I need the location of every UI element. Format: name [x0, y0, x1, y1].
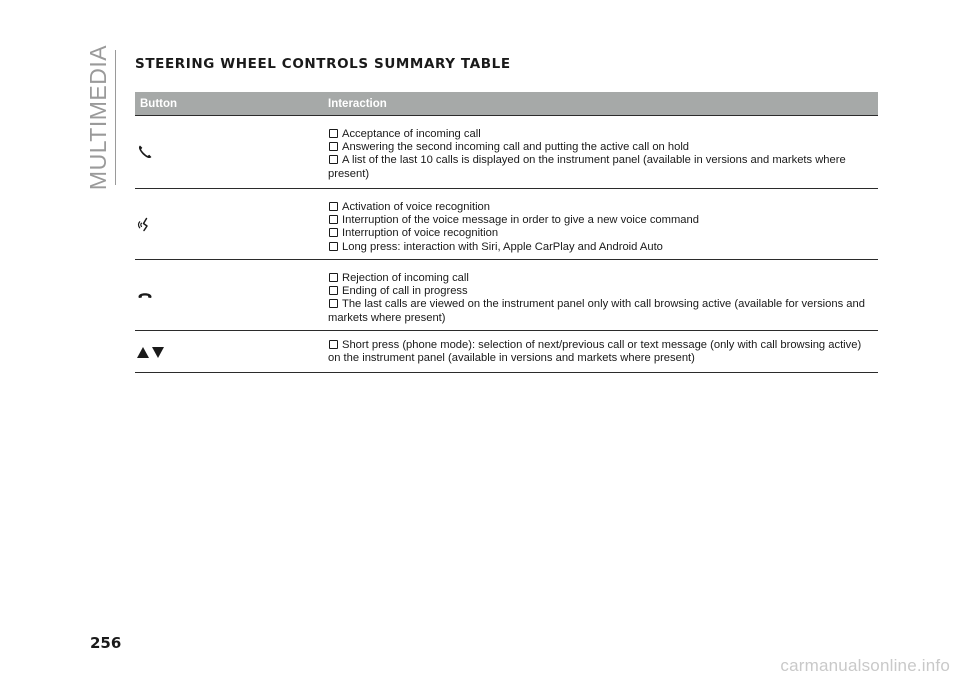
bullet-icon — [329, 202, 338, 211]
bullet-icon — [329, 286, 338, 295]
button-cell — [135, 260, 328, 330]
page-number: 256 — [90, 634, 122, 652]
header-button: Button — [140, 97, 178, 110]
list-item: Short press (phone mode): selection of next/previous call or text message (only with call browsing active) on the instrument panel (available in versions and markets where present) — [328, 339, 862, 365]
list-item: A list of the last 10 calls is displayed on the instrument panel (available in versions and markets where present) — [328, 154, 846, 180]
button-cell — [135, 331, 328, 372]
bullet-icon — [329, 242, 338, 251]
side-tab-label: MULTIMEDIA — [85, 44, 112, 191]
list-item: The last calls are viewed on the instrument panel only with call browsing active (available for versions and markets where present) — [328, 298, 865, 324]
list-item: Activation of voice recognition — [328, 201, 872, 214]
table-row — [135, 116, 878, 189]
button-cell — [135, 116, 328, 188]
bullet-icon — [329, 340, 338, 349]
up-down-arrows-icon — [137, 345, 167, 359]
table-header — [135, 92, 878, 116]
phone-hangup-icon — [137, 289, 153, 301]
interaction-cell — [328, 260, 878, 330]
list-item: Interruption of voice recognition — [328, 227, 872, 240]
bullet-icon — [329, 228, 338, 237]
list-item: Answering the second incoming call and putting the active call on hold — [328, 141, 872, 154]
bullet-icon — [329, 273, 338, 282]
table-row — [135, 189, 878, 260]
button-cell — [135, 189, 328, 259]
section-title: STEERING WHEEL CONTROLS SUMMARY TABLE — [135, 56, 511, 72]
list-item: Acceptance of incoming call — [328, 128, 872, 141]
table-row — [135, 331, 878, 373]
header-interaction: Interaction — [328, 97, 387, 110]
side-tab-rule — [115, 50, 116, 185]
voice-recognition-icon — [137, 216, 153, 232]
list-item: Ending of call in progress — [328, 285, 872, 298]
table-row — [135, 260, 878, 331]
bullet-icon — [329, 155, 338, 164]
bullet-icon — [329, 215, 338, 224]
bullet-icon — [329, 142, 338, 151]
list-item: Interruption of the voice message in order to give a new voice command — [328, 214, 872, 227]
interaction-cell — [328, 189, 878, 259]
controls-table — [135, 92, 878, 373]
watermark: carmanualsonline.info — [780, 656, 950, 675]
interaction-cell — [328, 116, 878, 188]
bullet-icon — [329, 129, 338, 138]
interaction-cell — [328, 331, 878, 372]
list-item: Long press: interaction with Siri, Apple CarPlay and Android Auto — [328, 241, 872, 254]
phone-answer-icon — [137, 144, 153, 160]
bullet-icon — [329, 299, 338, 308]
list-item: Rejection of incoming call — [328, 272, 872, 285]
side-tab — [84, 44, 114, 191]
